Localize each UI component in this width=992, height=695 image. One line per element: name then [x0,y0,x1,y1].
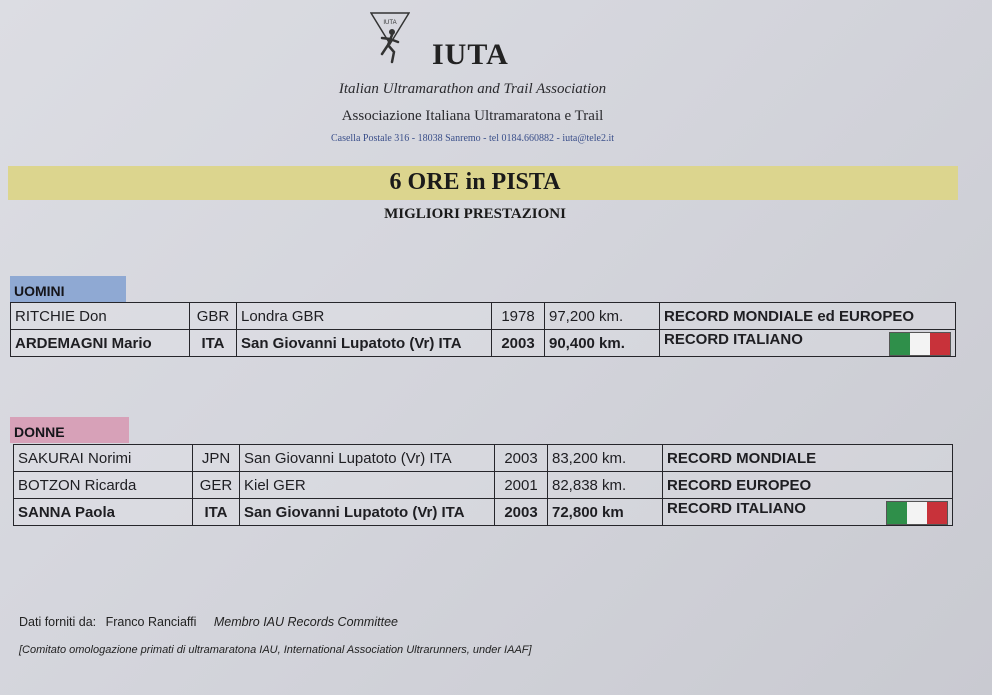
source-name: Franco Ranciaffi [105,615,197,629]
org-name-italian: Associazione Italiana Ultramaratona e Trail [341,108,604,124]
table-row [14,445,953,472]
italy-flag-icon [889,332,951,356]
venue: San Giovanni Lupatoto (Vr) ITA [240,445,495,472]
data-source [19,615,398,629]
record-label: RECORD MONDIALE [667,449,817,467]
nationality: GER [193,472,240,499]
record-label: RECORD ITALIANO [664,330,803,348]
venue: Kiel GER [240,472,495,499]
year: 2003 [492,330,545,357]
page-title: 6 ORE in PISTA [389,169,561,195]
footnote: [Comitato omologazione primati di ultramaratona IAU, International Association Ultrarunners, under IAAF] [19,644,532,656]
table-row [11,303,956,330]
org-contact: Casella Postale 316 - 18038 Sanremo - tel 0184.660882 - iuta@tele2.it [330,133,615,144]
athlete-name: SAKURAI Norimi [14,445,193,472]
record-type [660,330,956,357]
venue: Londra GBR [237,303,492,330]
source-label: Dati forniti da: [19,615,97,629]
year: 2003 [495,445,548,472]
men-records-table [10,302,956,357]
nationality: ITA [190,330,237,357]
org-name: IUTA [432,38,509,71]
record-type [663,472,953,499]
record-label: RECORD EUROPEO [667,476,812,494]
year: 1978 [492,303,545,330]
table-row [14,472,953,499]
record-label: RECORD MONDIALE ed EUROPEO [664,307,915,325]
logo-text: IUTA [383,20,397,26]
page-subtitle: MIGLIORI PRESTAZIONI [384,206,566,222]
source-role: Membro IAU Records Committee [213,615,398,629]
record-type [660,303,956,330]
table-row [14,499,953,526]
year: 2003 [495,499,548,526]
venue: San Giovanni Lupatoto (Vr) ITA [237,330,492,357]
men-section-label: UOMINI [10,276,126,302]
italy-flag-icon [886,501,948,525]
org-name-english: Italian Ultramarathon and Trail Association [338,81,607,97]
athlete-name: RITCHIE Don [11,303,190,330]
nationality: JPN [193,445,240,472]
distance: 83,200 km. [548,445,663,472]
distance: 82,838 km. [548,472,663,499]
women-section-label: DONNE [10,417,129,443]
table-row [11,330,956,357]
record-type [663,445,953,472]
iuta-logo-icon [370,12,410,68]
venue: San Giovanni Lupatoto (Vr) ITA [240,499,495,526]
year: 2001 [495,472,548,499]
distance: 72,800 km [548,499,663,526]
nationality: ITA [193,499,240,526]
athlete-name: BOTZON Ricarda [14,472,193,499]
athlete-name: ARDEMAGNI Mario [11,330,190,357]
nationality: GBR [190,303,237,330]
athlete-name: SANNA Paola [14,499,193,526]
record-type [663,499,953,526]
distance: 97,200 km. [545,303,660,330]
distance: 90,400 km. [545,330,660,357]
women-records-table [13,444,953,526]
record-label: RECORD ITALIANO [667,499,806,517]
